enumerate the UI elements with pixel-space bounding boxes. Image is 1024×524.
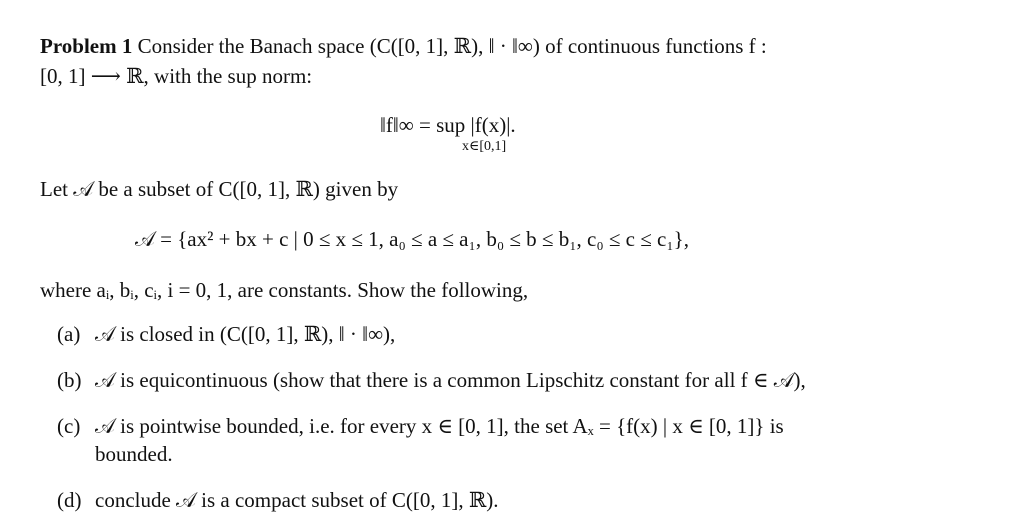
item-d-label: (d) <box>57 488 82 512</box>
sup-norm-equation: ‖f‖∞ = sup |f(x)|. <box>380 113 516 137</box>
item-b-label: (b) <box>57 368 82 392</box>
problem-intro-line2: [0, 1] ⟶ ℝ, with the sup norm: <box>40 64 313 88</box>
set-definition-equation: 𝒜 = {ax² + bx + c | 0 ≤ x ≤ 1, a₀ ≤ a ≤ a₁, b₀ ≤ b ≤ b₁, c₀ ≤ c ≤ c₁}, <box>135 227 690 251</box>
problem-label: Problem 1 <box>40 34 133 58</box>
item-c-label: (c) <box>57 414 81 438</box>
item-a-text: 𝒜 is closed in (C([0, 1], ℝ), ‖ · ‖∞), <box>95 322 396 346</box>
set-intro-text: Let 𝒜 be a subset of C([0, 1], ℝ) given by <box>40 177 399 201</box>
item-c-text-continued: bounded. <box>95 442 173 466</box>
problem-heading-line <box>40 36 920 57</box>
constants-text: where aᵢ, bᵢ, cᵢ, i = 0, 1, are constants. Show the following, <box>40 278 529 302</box>
item-c-text: 𝒜 is pointwise bounded, i.e. for every x ∈ [0, 1], the set Aₓ = {f(x) | x ∈ [0, 1]} is <box>95 414 784 438</box>
problem-intro-line1: Consider the Banach space (C([0, 1], ℝ), ‖ · ‖∞) of continuous functions f : <box>137 34 767 58</box>
item-d-text: conclude 𝒜 is a compact subset of C([0, 1], ℝ). <box>95 488 499 512</box>
item-b-text: 𝒜 is equicontinuous (show that there is a common Lipschitz constant for all f ∈ 𝒜), <box>95 368 806 392</box>
item-a-label: (a) <box>57 322 81 346</box>
sup-norm-subscript: x∈[0,1] <box>462 139 507 154</box>
